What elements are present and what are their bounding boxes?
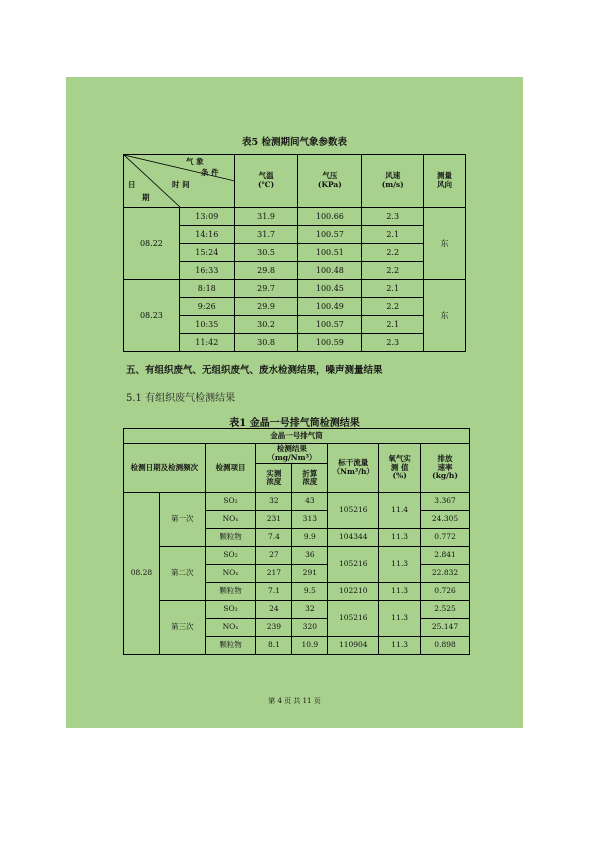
wind-cell: 2.2 <box>362 262 424 280</box>
converted-cell: 313 <box>292 511 328 529</box>
converted-cell: 9.5 <box>292 583 328 601</box>
wind-cell: 2.1 <box>362 280 424 298</box>
rate-cell: 2.525 <box>421 601 470 619</box>
measured-cell: 239 <box>256 619 292 637</box>
date-cell: 08.28 <box>124 493 160 655</box>
table5-corner-header <box>124 155 235 208</box>
time-cell: 14:16 <box>179 226 234 244</box>
direction-cell: 东 <box>424 280 466 352</box>
rate-cell: 0.898 <box>421 637 470 655</box>
converted-cell: 43 <box>292 493 328 511</box>
oxygen-cell: 11.3 <box>379 583 421 601</box>
temp-cell: 29.9 <box>234 298 298 316</box>
temp-cell: 29.8 <box>234 262 298 280</box>
time-cell: 9:26 <box>179 298 234 316</box>
header-wind-direction: 测量 风向 <box>424 155 466 208</box>
document-page <box>66 77 523 728</box>
header-measured: 实测 浓度 <box>256 464 292 493</box>
page-footer: 第 4 页 共 11 页 <box>268 697 321 705</box>
rate-cell: 0.772 <box>421 529 470 547</box>
oxygen-cell: 11.4 <box>379 493 421 529</box>
oxygen-cell: 11.3 <box>379 637 421 655</box>
header-flow: 标干流量 （Nm³/h） <box>328 444 379 493</box>
temp-cell: 29.7 <box>234 280 298 298</box>
pressure-cell: 100.66 <box>298 208 362 226</box>
time-cell: 15:24 <box>179 244 234 262</box>
time-cell: 16:33 <box>179 262 234 280</box>
oxygen-cell: 11.3 <box>379 529 421 547</box>
pressure-cell: 100.57 <box>298 316 362 334</box>
temp-cell: 30.5 <box>234 244 298 262</box>
round-label: 第二次 <box>159 547 205 601</box>
corner-label-left1: 日 <box>128 180 136 189</box>
measured-cell: 7.1 <box>256 583 292 601</box>
converted-cell: 9.9 <box>292 529 328 547</box>
temp-cell: 31.7 <box>234 226 298 244</box>
date-cell: 08.22 <box>124 208 180 280</box>
header-result: 检测结果 （mg/Nm³） <box>256 444 328 464</box>
section-5-1-heading: 5.1 有组织废气检测结果 <box>126 393 236 404</box>
direction-cell: 东 <box>424 208 466 280</box>
header-item: 检测项目 <box>205 444 256 493</box>
temp-cell: 30.2 <box>234 316 298 334</box>
pressure-cell: 100.48 <box>298 262 362 280</box>
oxygen-cell: 11.3 <box>379 601 421 637</box>
item-cell: NOₓ <box>205 511 256 529</box>
rate-cell: 2.841 <box>421 547 470 565</box>
item-cell: SO₂ <box>205 547 256 565</box>
rate-cell: 25.147 <box>421 619 470 637</box>
round-label: 第三次 <box>159 601 205 655</box>
flow-cell: 104344 <box>328 529 379 547</box>
header-wind-speed: 风速 (m/s) <box>362 155 424 208</box>
flow-cell: 105216 <box>328 547 379 583</box>
item-cell: SO₂ <box>205 493 256 511</box>
table1-caption: 金晶一号排气筒 <box>124 429 470 444</box>
table1-title: 表1 金晶一号排气筒检测结果 <box>229 418 360 429</box>
converted-cell: 291 <box>292 565 328 583</box>
time-cell: 10:35 <box>179 316 234 334</box>
measured-cell: 7.4 <box>256 529 292 547</box>
oxygen-cell: 11.3 <box>379 547 421 583</box>
measured-cell: 24 <box>256 601 292 619</box>
flow-cell: 105216 <box>328 493 379 529</box>
wind-cell: 2.1 <box>362 316 424 334</box>
corner-label-mid: 时 间 <box>172 180 190 189</box>
table5-title: 表5 检测期间气象参数表 <box>242 137 347 148</box>
wind-cell: 2.2 <box>362 298 424 316</box>
pressure-cell: 100.51 <box>298 244 362 262</box>
converted-cell: 32 <box>292 601 328 619</box>
temp-cell: 30.8 <box>234 334 298 352</box>
temp-cell: 31.9 <box>234 208 298 226</box>
rate-cell: 24.305 <box>421 511 470 529</box>
corner-label-top2: 条 件 <box>201 168 219 177</box>
wind-cell: 2.3 <box>362 334 424 352</box>
header-pressure: 气压 (KPa) <box>298 155 362 208</box>
pressure-cell: 100.57 <box>298 226 362 244</box>
header-rate: 排放 速率 (kg/h) <box>421 444 470 493</box>
header-converted: 折算 浓度 <box>292 464 328 493</box>
wind-cell: 2.2 <box>362 244 424 262</box>
rate-cell: 0.726 <box>421 583 470 601</box>
item-cell: 颗粒物 <box>205 529 256 547</box>
time-cell: 13:09 <box>179 208 234 226</box>
header-temperature: 气温 (℃) <box>234 155 298 208</box>
item-cell: NOₓ <box>205 619 256 637</box>
converted-cell: 320 <box>292 619 328 637</box>
item-cell: 颗粒物 <box>205 637 256 655</box>
wind-cell: 2.3 <box>362 208 424 226</box>
section-5-heading: 五、有组织废气、无组织废气、废水检测结果，噪声测量结果 <box>126 365 383 376</box>
pressure-cell: 100.45 <box>298 280 362 298</box>
date-cell: 08.23 <box>124 280 180 352</box>
item-cell: NOₓ <box>205 565 256 583</box>
converted-cell: 10.9 <box>292 637 328 655</box>
wind-cell: 2.1 <box>362 226 424 244</box>
time-cell: 8:18 <box>179 280 234 298</box>
item-cell: 颗粒物 <box>205 583 256 601</box>
flow-cell: 110904 <box>328 637 379 655</box>
flow-cell: 105216 <box>328 601 379 637</box>
exhaust-stack-results-table <box>123 428 470 655</box>
corner-label-left2: 期 <box>142 193 150 202</box>
measured-cell: 27 <box>256 547 292 565</box>
measured-cell: 217 <box>256 565 292 583</box>
converted-cell: 36 <box>292 547 328 565</box>
pressure-cell: 100.59 <box>298 334 362 352</box>
weather-parameters-table <box>123 154 466 352</box>
item-cell: SO₂ <box>205 601 256 619</box>
measured-cell: 231 <box>256 511 292 529</box>
rate-cell: 22.832 <box>421 565 470 583</box>
corner-label-top1: 气 象 <box>186 157 204 166</box>
measured-cell: 8.1 <box>256 637 292 655</box>
flow-cell: 102210 <box>328 583 379 601</box>
measured-cell: 32 <box>256 493 292 511</box>
header-date-frequency: 检测日期及检测频次 <box>124 444 206 493</box>
rate-cell: 3.367 <box>421 493 470 511</box>
time-cell: 11:42 <box>179 334 234 352</box>
pressure-cell: 100.49 <box>298 298 362 316</box>
round-label: 第一次 <box>159 493 205 547</box>
header-oxygen: 氧气实 测 值 (%) <box>379 444 421 493</box>
